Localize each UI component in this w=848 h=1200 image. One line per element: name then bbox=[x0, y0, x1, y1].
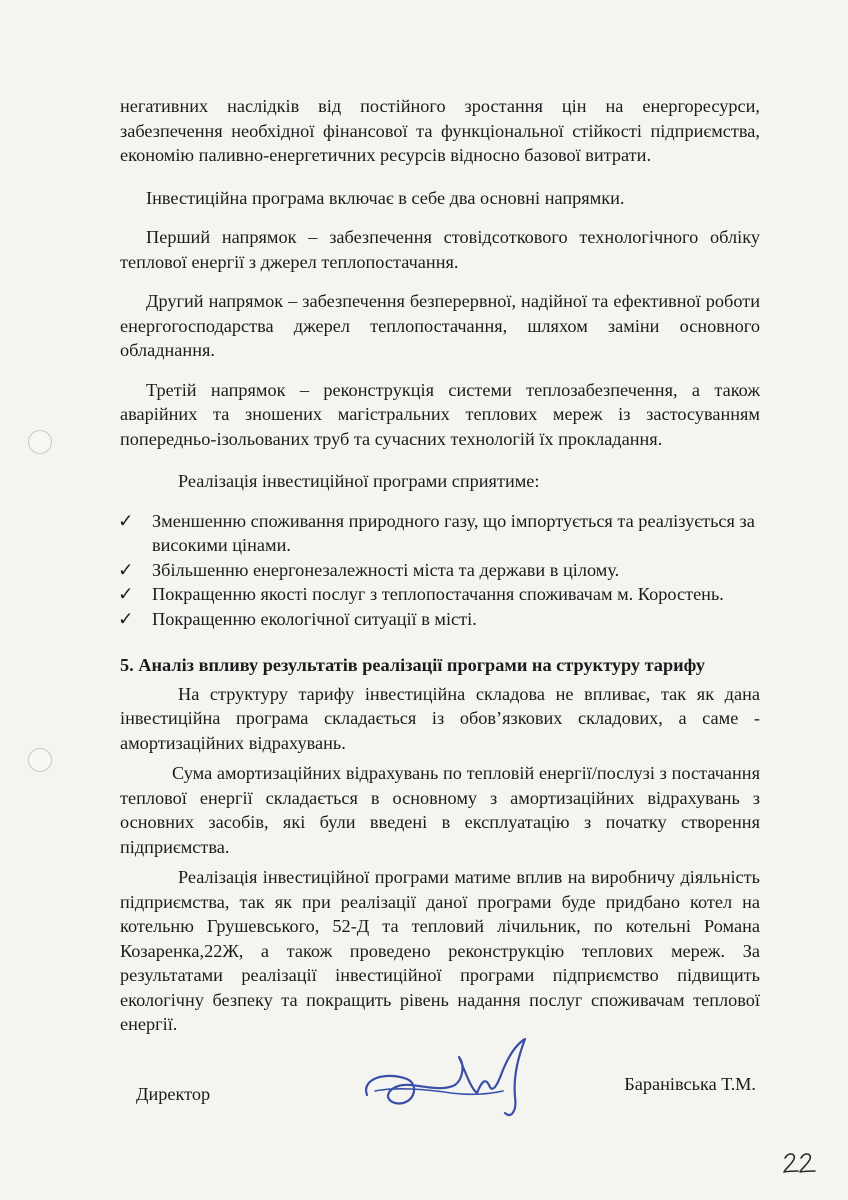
checkmark-icon: ✓ bbox=[118, 608, 134, 629]
checkmark-icon: ✓ bbox=[118, 510, 134, 531]
paragraph: На структуру тарифу інвестиційна складова не впливає, так як дана інвестиційна програма складається із обов’язкових складових, а саме - амортизаційних відрахувань. bbox=[120, 683, 760, 753]
checklist-item-text: Збільшенню енергонезалежності міста та держави в цілому. bbox=[152, 559, 620, 580]
checklist-item bbox=[120, 558, 760, 583]
paragraph: Третій напрямок – реконструкція системи теплозабезпечення, а також аварійних та зношених магістральних теплових мереж із застосуванням попередньо-ізольованих труб та сучасних технологій їх прокладання. bbox=[120, 379, 760, 449]
checklist-item-text: Зменшенню споживання природного газу, що імпортується та реалізується за високими цінами. bbox=[152, 510, 755, 555]
paragraph: Реалізація інвестиційної програми сприятиме: bbox=[178, 471, 540, 491]
paragraph: Сума амортизаційних відрахувань по тепловій енергії/послузі з постачання теплової енергії складається в основному з амортизаційних відрахувань з основних засобів, які були введені в експлуатацію з початку створення підприємства. bbox=[120, 763, 760, 857]
paragraph: Реалізація інвестиційної програми матиме вплив на виробничу діяльність підприємства, так як при реалізації даної програми буде придбано котел на котельню Грушевського, 52-Д та тепловий лічильник, по котельні Романа Козаренка,22Ж, а також проведено реконструкцію теплових мереж. За результатами реалізації інвестиційної програми підприємство підвищить екологічну безпеку та покращить рівень надання послуг споживачам теплової енергії. bbox=[120, 867, 760, 1034]
binder-hole bbox=[28, 430, 52, 454]
signatory-name: Баранівська Т.М. bbox=[624, 1074, 756, 1094]
paragraph: Інвестиційна програма включає в себе два основні напрямки. bbox=[146, 187, 625, 208]
signatory-title: Директор bbox=[136, 1084, 211, 1104]
paragraph: Другий напрямок – забезпечення безперервної, надійної та ефективної роботи енергогосподарства джерел теплопостачання, шляхом заміни основного обладнання. bbox=[120, 291, 760, 360]
checklist-item bbox=[120, 509, 760, 558]
document-body bbox=[120, 94, 760, 1037]
checklist-item bbox=[120, 582, 760, 607]
checklist-item bbox=[120, 607, 760, 632]
checklist-item-text: Покращенню екологічної ситуації в місті. bbox=[152, 608, 477, 629]
checkmark-icon: ✓ bbox=[118, 559, 134, 580]
binder-hole bbox=[28, 748, 52, 772]
checklist-item-text: Покращенню якості послуг з теплопостачання споживачам м. Коростень. bbox=[152, 584, 724, 604]
handwritten-signature bbox=[355, 1035, 545, 1125]
section-heading: 5. Аналіз впливу результатів реалізації програми на структуру тарифу bbox=[120, 655, 705, 675]
checklist bbox=[120, 509, 760, 632]
handwritten-page-number bbox=[782, 1150, 818, 1174]
checkmark-icon: ✓ bbox=[118, 584, 134, 604]
paragraph: негативних наслідків від постійного зростання цін на енергоресурси, забезпечення необхідної фінансової та функціональної стійкості підприємства, економію паливно-енергетичних ресурсів відносно базової витрати. bbox=[120, 96, 760, 165]
paragraph: Перший напрямок – забезпечення стовідсоткового технологічного обліку теплової енергії з джерел теплопостачання. bbox=[120, 227, 760, 272]
